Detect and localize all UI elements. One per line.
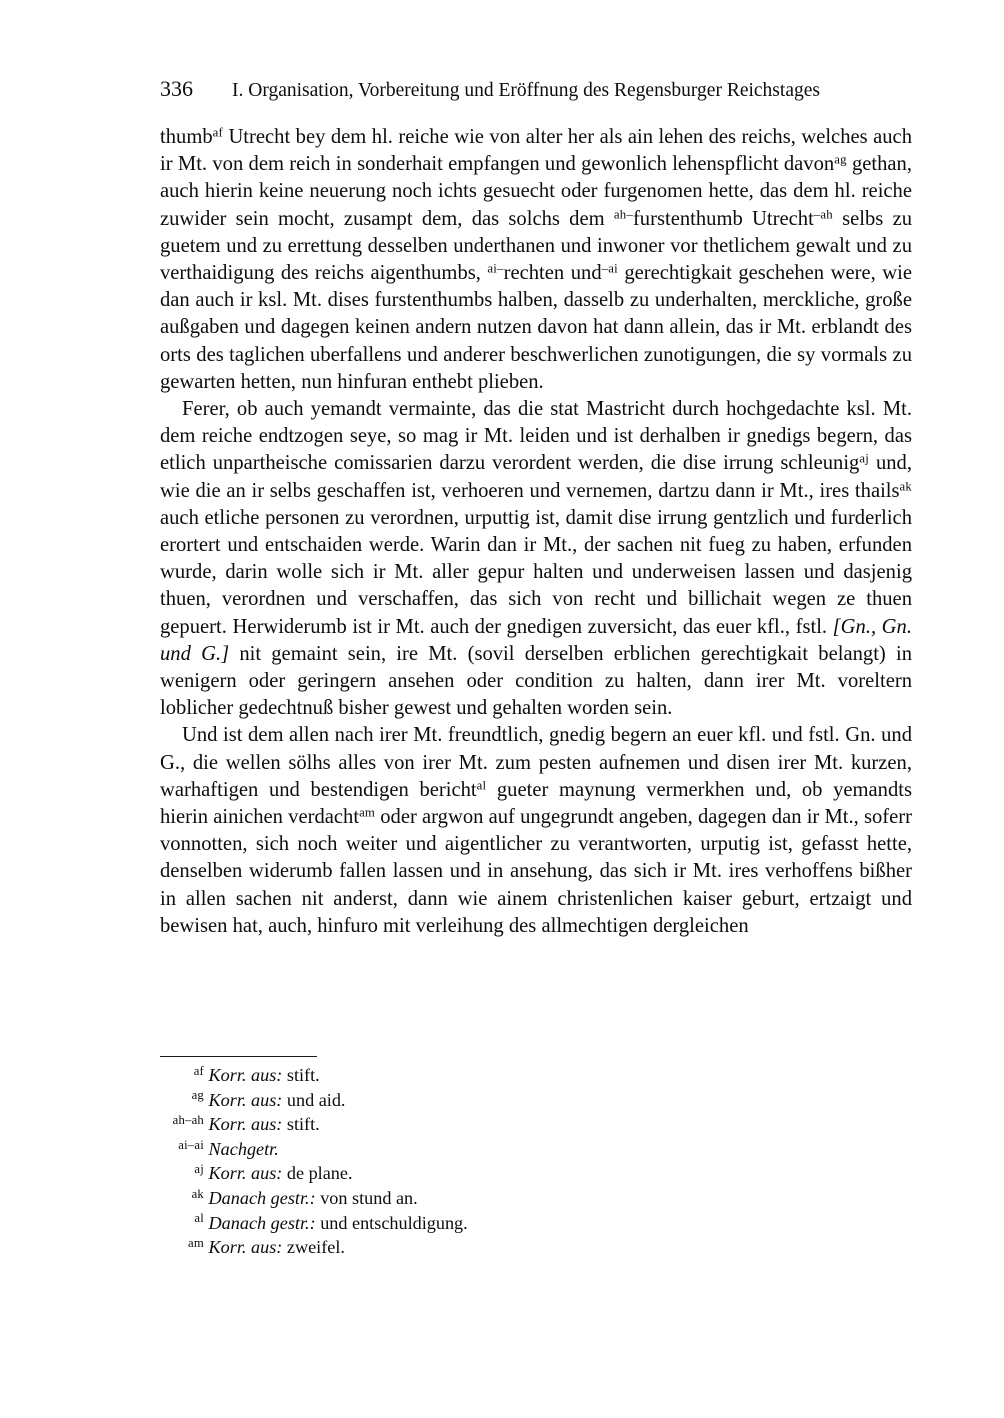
footnote-entry: ak Danach gestr.: von stund an. [191, 1186, 418, 1208]
footnote-entry: am Korr. aus: zweifel. [188, 1236, 345, 1258]
body-text-block [160, 124, 912, 940]
footnote-lemma: Korr. aus: [208, 1237, 283, 1258]
paragraph: Ferer, ob auch yemandt vermainte, das die stat Mastricht durch hochgedachte ksl. Mt. dem reiche endtzogen seye, so mag ir Mt. leiden und ist derhalben ir gnedigs begern, das etlich unpartheische comissarien darzu verordent werden, die dise irrung schleunig$^{aj}$ und, wie die an ir selbs geschaffen ist, verhoeren und vernemen, dartzu dann ir Mt., ires thails$^{ak}$ auch etliche personen zu verordnen, urputtig ist, damit dise irrung gentzlich und furderlich erortert und entschaiden werde. Warin dan ir Mt., der sachen nit fueg zu haben, erfunden wurde, darin wolle sich ir Mt. aller gepur halten und underweisen lassen und dasjenig thuen, verordnen und verschaffen, das sich von recht und billichait wegen ze thuen gepuert. Herwiderumb ist ir Mt. auch der gnedigen zuversicht, das euer kfl., fstl. [Gn., Gn. und G.] nit gemaint sein, ire Mt. (sovil derselben erblichen gerechtigkait belangt) in wenigern oder geringern ansehen oder condition zu halten, dann irer Mt. voreltern loblicher gedechtnuß bisher gewest und gehalten worden sein. [160, 398, 912, 720]
footnote-reading: und entschuldigung. [315, 1212, 468, 1233]
footnote-lemma: Korr. aus: [208, 1089, 283, 1110]
footnote-entry: al Danach gestr.: und entschuldigung. [194, 1211, 468, 1233]
footnote-marker[interactable]: ag [834, 152, 847, 167]
editorial-insertion: [Gn., Gn. und G.] [160, 615, 912, 665]
page-number: 336 [160, 76, 193, 101]
footnote-lemma: Korr. aus: [208, 1065, 283, 1085]
footnote-marker[interactable]: ah– [613, 206, 633, 221]
running-head [160, 76, 912, 104]
footnote-entry: aj Korr. aus: de plane. [194, 1162, 353, 1184]
footnote-marker[interactable]: ak [899, 479, 912, 493]
footnote-lemma: Danach gestr.: [208, 1187, 316, 1208]
footnote-entry: af Korr. aus: stift. [193, 1063, 320, 1085]
footnote-separator-rule [160, 1056, 317, 1057]
footnote-apparatus [160, 1056, 912, 1260]
footnote-entry: ag Korr. aus: und aid. [191, 1088, 346, 1110]
footnote-marker[interactable]: al [476, 778, 487, 793]
footnote-marker[interactable]: af [212, 125, 223, 140]
footnote-lemma: Korr. aus: [208, 1114, 283, 1135]
footnote-marker[interactable]: am [359, 805, 376, 820]
footnote-list [160, 1063, 912, 1260]
running-head-title: I. Organisation, Vorbereitung und Eröffnung des Regensburger Reichstages [232, 80, 820, 101]
footnote-reading: stift. [282, 1114, 320, 1135]
footnote-marker[interactable]: aj [859, 451, 869, 466]
footnote-marker[interactable]: –ah [813, 206, 833, 221]
paragraph: Und ist dem allen nach irer Mt. freundtlich, gnedig begern an euer kfl. und fstl. Gn. und G., die wellen sölhs alles von irer Mt. zum pesten aufnemen und disen irer Mt. kurzen, warhaftigen und bestendigen bericht$^{al}$ gueter maynung vermerkhen und, ob yemandts hierin ainichen verdacht$^{am}$ oder argwon auf ungegrundt angeben, dagegen dan ir Mt., soferr vonnotten, sich noch weiter und aigentlicher zu verantworten, urputig ist, gefasst hette, denselben widerumb fallen lassen und in ansehung, das sich ir Mt. ires verhoffens bißher in allen sachen nit anderst, dann wie ainem christenlichen kaiser geburt, ertzaigt und bewisen hat, auch, hinfuro mit verleihung des allmechtigen dergleichen [160, 724, 913, 937]
footnote-marker[interactable]: –ai [601, 261, 618, 276]
footnote-reading: de plane. [282, 1163, 353, 1184]
footnote-lemma: Korr. aus: [208, 1163, 283, 1184]
footnote-reading: und aid. [282, 1089, 346, 1110]
footnote-lemma: Danach gestr.: [208, 1212, 316, 1233]
footnote-reading: stift. [282, 1065, 320, 1085]
footnote-entry: ah–ah Korr. aus: stift. [172, 1113, 320, 1135]
paragraph: thumb$^{af}$ Utrecht bey dem hl. reiche wie von alter her als ain lehen des reichs, welches auch ir Mt. von dem reich in sonderhait empfangen und gewonlich lehenspflicht davon$^{ag}$ gethan, auch hierin keine neuerung noch ichts gesuecht oder furgenomen hette, das dem hl. reiche zuwider sein mocht, zusampt dem, das solchs dem $^{ah-}$furstenthumb Utrecht$^{-ah}$ selbs zu guetem und zu errettung desselben underthanen und inwoner vor thetlichem gewalt und zu verthaidigung des reichs aigenthumbs, $^{ai-}$rechten und$^{-ai}$ gerechtigkait geschehen were, wie dan auch ir ksl. Mt. dises furstenthumbs halben, dasselb zu underhalten, merckliche, große außgaben und dagegen keinen andern nutzen davon hat dann allein, das ir Mt. erblandt des orts des taglichen uberfallens und anderer beschwerlichen zunotigungen, die sy vormals zu gewarten hetten, nun hinfuran enthebt plieben. [160, 125, 913, 393]
footnote-marker[interactable]: ai– [487, 261, 504, 276]
footnote-lemma: Nachgetr. [208, 1138, 279, 1159]
footnote-reading: zweifel. [282, 1237, 345, 1258]
footnote-reading: von stund an. [315, 1187, 418, 1208]
footnote-entry: ai–ai Nachgetr. [178, 1137, 279, 1159]
